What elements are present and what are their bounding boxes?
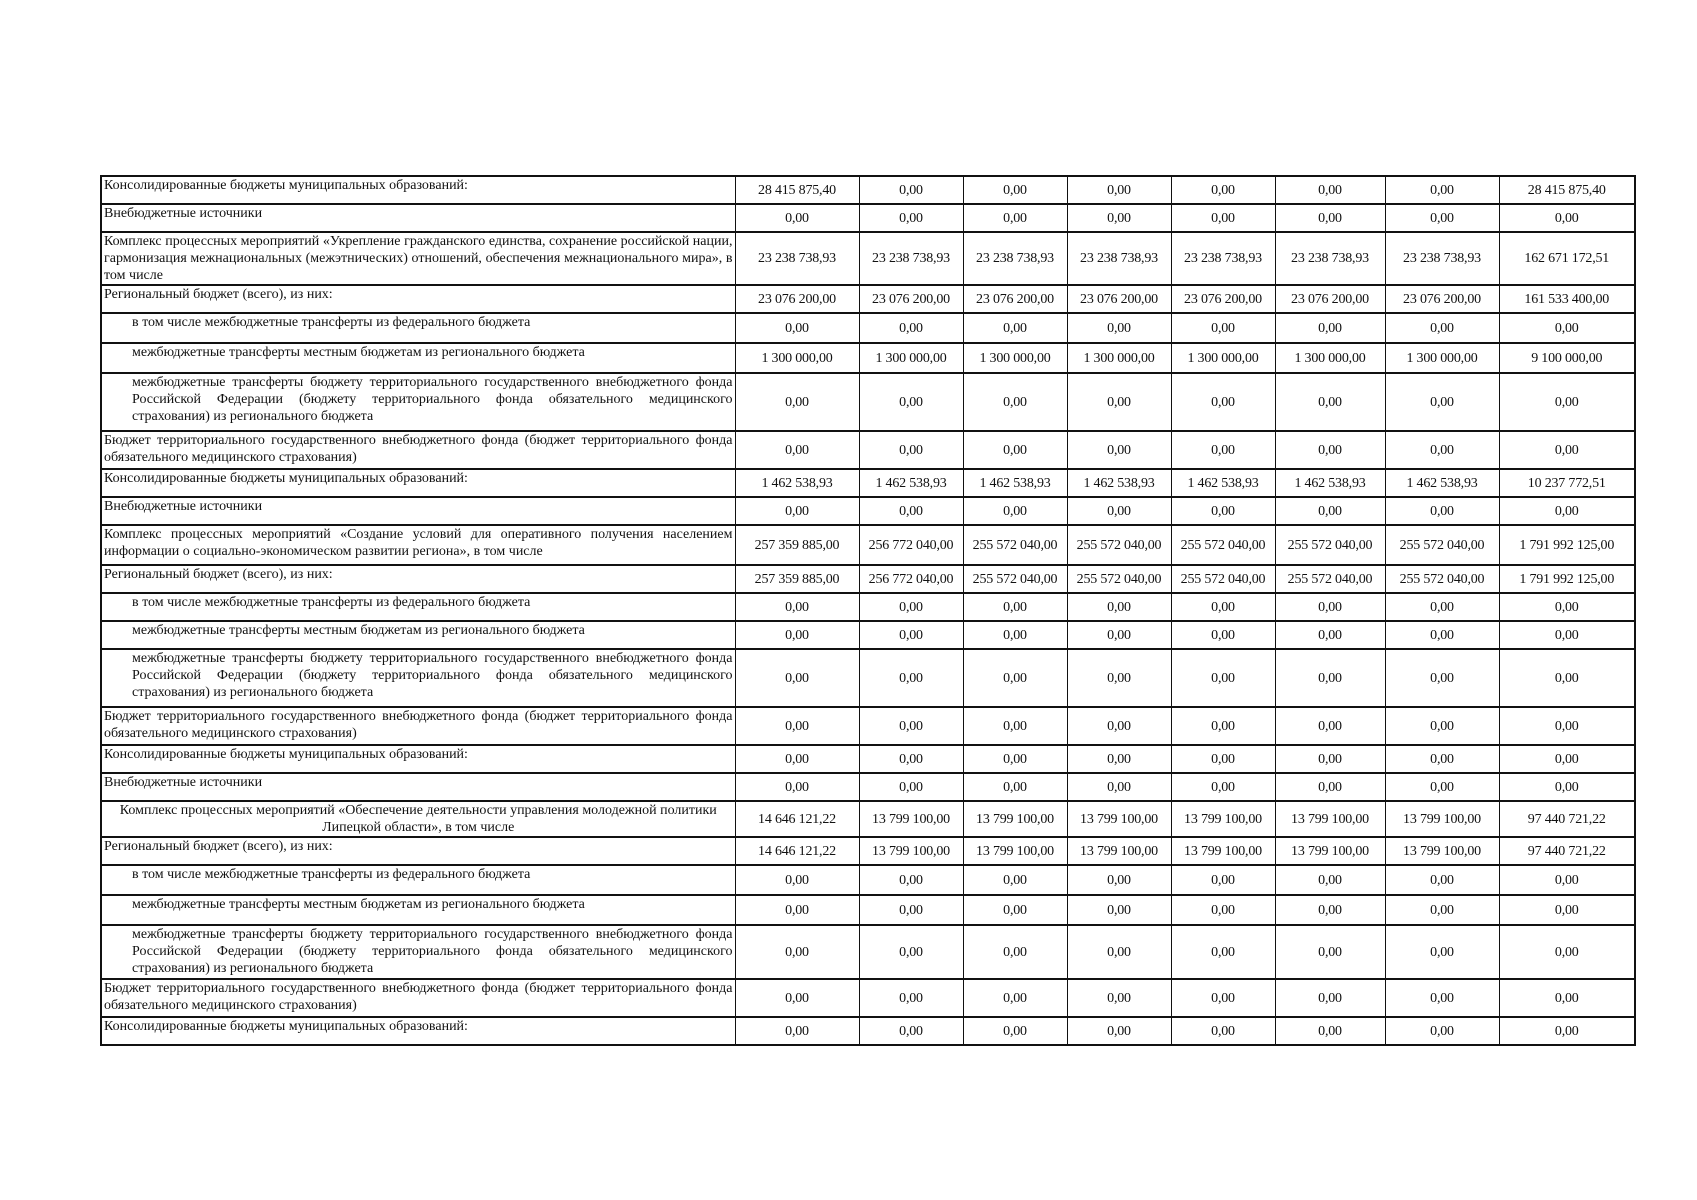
amount-cell: 0,00 [1385, 649, 1499, 707]
amount-cell: 1 462 538,93 [963, 469, 1067, 497]
amount-cell: 0,00 [1275, 593, 1385, 621]
amount-cell: 0,00 [735, 925, 859, 979]
amount-cell: 255 572 040,00 [963, 565, 1067, 593]
table-row [101, 707, 1635, 745]
amount-cell: 0,00 [859, 373, 963, 431]
amount-cell: 23 238 738,93 [735, 232, 859, 285]
amount-cell: 0,00 [1067, 176, 1171, 204]
amount-cell: 0,00 [963, 649, 1067, 707]
amount-cell: 0,00 [1275, 373, 1385, 431]
amount-cell: 0,00 [1275, 745, 1385, 773]
amount-cell: 23 076 200,00 [859, 285, 963, 313]
row-label: Комплекс процессных мероприятий «Обеспечение деятельности управления молодежной политики Липецкой области», в том числе [101, 801, 735, 837]
table-row [101, 565, 1635, 593]
total-cell: 97 440 721,22 [1499, 801, 1635, 837]
total-cell: 0,00 [1499, 1017, 1635, 1045]
amount-cell: 23 076 200,00 [963, 285, 1067, 313]
amount-cell: 0,00 [859, 707, 963, 745]
row-label: межбюджетные трансферты бюджету территориального государственного внебюджетного фонда Российской Федерации (бюджету территориального фонда обязательного медицинского страхования) из регионального бюджета [101, 373, 735, 431]
amount-cell: 255 572 040,00 [1067, 525, 1171, 565]
amount-cell: 1 300 000,00 [735, 343, 859, 373]
amount-cell: 0,00 [1171, 431, 1275, 469]
amount-cell: 0,00 [1275, 1017, 1385, 1045]
amount-cell: 0,00 [1067, 497, 1171, 525]
amount-cell: 1 462 538,93 [1275, 469, 1385, 497]
amount-cell: 255 572 040,00 [1275, 525, 1385, 565]
amount-cell: 13 799 100,00 [859, 801, 963, 837]
total-cell: 1 791 992 125,00 [1499, 565, 1635, 593]
table-row [101, 373, 1635, 431]
row-label: Консолидированные бюджеты муниципальных образований: [101, 176, 735, 204]
table-row [101, 621, 1635, 649]
amount-cell: 255 572 040,00 [1275, 565, 1385, 593]
amount-cell: 13 799 100,00 [963, 837, 1067, 865]
amount-cell: 0,00 [859, 925, 963, 979]
total-cell: 9 100 000,00 [1499, 343, 1635, 373]
amount-cell: 0,00 [1067, 1017, 1171, 1045]
amount-cell: 13 799 100,00 [1171, 837, 1275, 865]
amount-cell: 0,00 [735, 621, 859, 649]
amount-cell: 0,00 [735, 707, 859, 745]
amount-cell: 0,00 [735, 895, 859, 925]
total-cell: 0,00 [1499, 649, 1635, 707]
budget-table-body [101, 176, 1635, 1045]
row-label: Бюджет территориального государственного внебюджетного фонда (бюджет территориального фонда обязательного медицинского страхования) [101, 979, 735, 1017]
amount-cell: 0,00 [1067, 707, 1171, 745]
amount-cell: 0,00 [1171, 865, 1275, 895]
row-label: Региональный бюджет (всего), из них: [101, 565, 735, 593]
table-row [101, 525, 1635, 565]
amount-cell: 0,00 [1275, 979, 1385, 1017]
amount-cell: 0,00 [1385, 313, 1499, 343]
amount-cell: 0,00 [859, 865, 963, 895]
total-cell: 1 791 992 125,00 [1499, 525, 1635, 565]
amount-cell: 0,00 [1275, 313, 1385, 343]
amount-cell: 0,00 [963, 593, 1067, 621]
amount-cell: 0,00 [963, 176, 1067, 204]
amount-cell: 0,00 [735, 313, 859, 343]
amount-cell: 0,00 [1067, 925, 1171, 979]
amount-cell: 0,00 [1067, 773, 1171, 801]
amount-cell: 0,00 [1171, 649, 1275, 707]
row-label: Внебюджетные источники [101, 497, 735, 525]
table-row [101, 343, 1635, 373]
table-row [101, 204, 1635, 232]
amount-cell: 0,00 [859, 313, 963, 343]
amount-cell: 23 238 738,93 [1385, 232, 1499, 285]
amount-cell: 0,00 [1385, 593, 1499, 621]
amount-cell: 0,00 [1385, 1017, 1499, 1045]
amount-cell: 0,00 [1385, 745, 1499, 773]
amount-cell: 257 359 885,00 [735, 525, 859, 565]
amount-cell: 255 572 040,00 [1067, 565, 1171, 593]
amount-cell: 0,00 [1067, 649, 1171, 707]
amount-cell: 1 462 538,93 [1067, 469, 1171, 497]
total-cell: 10 237 772,51 [1499, 469, 1635, 497]
amount-cell: 0,00 [1067, 204, 1171, 232]
total-cell: 0,00 [1499, 313, 1635, 343]
table-row [101, 865, 1635, 895]
amount-cell: 23 238 738,93 [1275, 232, 1385, 285]
table-row [101, 745, 1635, 773]
total-cell: 28 415 875,40 [1499, 176, 1635, 204]
amount-cell: 1 300 000,00 [963, 343, 1067, 373]
total-cell: 0,00 [1499, 865, 1635, 895]
amount-cell: 0,00 [859, 431, 963, 469]
amount-cell: 0,00 [1385, 204, 1499, 232]
amount-cell: 0,00 [1171, 313, 1275, 343]
total-cell: 0,00 [1499, 204, 1635, 232]
amount-cell: 0,00 [963, 431, 1067, 469]
amount-cell: 13 799 100,00 [1275, 801, 1385, 837]
amount-cell: 23 238 738,93 [1067, 232, 1171, 285]
amount-cell: 0,00 [1275, 925, 1385, 979]
amount-cell: 255 572 040,00 [1171, 525, 1275, 565]
amount-cell: 0,00 [859, 176, 963, 204]
table-row [101, 801, 1635, 837]
row-label: Комплекс процессных мероприятий «Укрепление гражданского единства, сохранение российской нации, гармонизация межнациональных (межэтнических) отношений, обеспечения межнационального мира», в том числе [101, 232, 735, 285]
amount-cell: 0,00 [1275, 621, 1385, 649]
row-label: Бюджет территориального государственного внебюджетного фонда (бюджет территориального фонда обязательного медицинского страхования) [101, 707, 735, 745]
amount-cell: 0,00 [1171, 773, 1275, 801]
total-cell: 0,00 [1499, 925, 1635, 979]
amount-cell: 0,00 [859, 649, 963, 707]
amount-cell: 0,00 [859, 497, 963, 525]
table-row [101, 232, 1635, 285]
row-label: Консолидированные бюджеты муниципальных образований: [101, 469, 735, 497]
table-row [101, 313, 1635, 343]
amount-cell: 0,00 [859, 593, 963, 621]
amount-cell: 0,00 [735, 593, 859, 621]
budget-table [100, 175, 1636, 1046]
amount-cell: 0,00 [1171, 1017, 1275, 1045]
amount-cell: 255 572 040,00 [1385, 525, 1499, 565]
amount-cell: 0,00 [1385, 865, 1499, 895]
amount-cell: 0,00 [1275, 865, 1385, 895]
table-row [101, 837, 1635, 865]
amount-cell: 0,00 [963, 895, 1067, 925]
amount-cell: 0,00 [1385, 176, 1499, 204]
total-cell: 97 440 721,22 [1499, 837, 1635, 865]
amount-cell: 0,00 [1067, 313, 1171, 343]
total-cell: 0,00 [1499, 895, 1635, 925]
amount-cell: 23 076 200,00 [1275, 285, 1385, 313]
row-label: Консолидированные бюджеты муниципальных образований: [101, 1017, 735, 1045]
row-label: межбюджетные трансферты бюджету территориального государственного внебюджетного фонда Российской Федерации (бюджету территориального фонда обязательного медицинского страхования) из регионального бюджета [101, 925, 735, 979]
amount-cell: 1 300 000,00 [1385, 343, 1499, 373]
total-cell: 0,00 [1499, 979, 1635, 1017]
amount-cell: 0,00 [735, 745, 859, 773]
amount-cell: 0,00 [1275, 497, 1385, 525]
table-row [101, 176, 1635, 204]
row-label: Консолидированные бюджеты муниципальных образований: [101, 745, 735, 773]
row-label: Комплекс процессных мероприятий «Создание условий для оперативного получения населением информации о социально-экономическом развитии региона», в том числе [101, 525, 735, 565]
amount-cell: 0,00 [1385, 497, 1499, 525]
amount-cell: 0,00 [735, 649, 859, 707]
table-row [101, 431, 1635, 469]
amount-cell: 0,00 [735, 865, 859, 895]
amount-cell: 23 238 738,93 [859, 232, 963, 285]
row-label: в том числе межбюджетные трансферты из федерального бюджета [101, 313, 735, 343]
amount-cell: 0,00 [859, 979, 963, 1017]
amount-cell: 0,00 [1171, 925, 1275, 979]
amount-cell: 23 076 200,00 [1171, 285, 1275, 313]
amount-cell: 13 799 100,00 [859, 837, 963, 865]
amount-cell: 0,00 [859, 621, 963, 649]
amount-cell: 0,00 [1171, 497, 1275, 525]
amount-cell: 0,00 [1385, 621, 1499, 649]
amount-cell: 0,00 [963, 745, 1067, 773]
amount-cell: 0,00 [1385, 895, 1499, 925]
amount-cell: 0,00 [1067, 865, 1171, 895]
amount-cell: 13 799 100,00 [1067, 801, 1171, 837]
table-row [101, 497, 1635, 525]
total-cell: 161 533 400,00 [1499, 285, 1635, 313]
amount-cell: 14 646 121,22 [735, 801, 859, 837]
amount-cell: 23 238 738,93 [963, 232, 1067, 285]
table-row [101, 469, 1635, 497]
amount-cell: 13 799 100,00 [1275, 837, 1385, 865]
table-row [101, 649, 1635, 707]
row-label: межбюджетные трансферты местным бюджетам из регионального бюджета [101, 895, 735, 925]
row-label: Региональный бюджет (всего), из них: [101, 837, 735, 865]
amount-cell: 0,00 [1275, 431, 1385, 469]
amount-cell: 0,00 [963, 865, 1067, 895]
amount-cell: 1 462 538,93 [1385, 469, 1499, 497]
amount-cell: 1 462 538,93 [735, 469, 859, 497]
amount-cell: 0,00 [1275, 204, 1385, 232]
table-row [101, 895, 1635, 925]
amount-cell: 13 799 100,00 [963, 801, 1067, 837]
amount-cell: 1 462 538,93 [1171, 469, 1275, 497]
total-cell: 0,00 [1499, 497, 1635, 525]
amount-cell: 0,00 [963, 373, 1067, 431]
amount-cell: 0,00 [1275, 176, 1385, 204]
amount-cell: 255 572 040,00 [1171, 565, 1275, 593]
amount-cell: 0,00 [1385, 979, 1499, 1017]
amount-cell: 0,00 [1171, 979, 1275, 1017]
amount-cell: 1 300 000,00 [1067, 343, 1171, 373]
amount-cell: 23 076 200,00 [1067, 285, 1171, 313]
amount-cell: 0,00 [963, 707, 1067, 745]
total-cell: 162 671 172,51 [1499, 232, 1635, 285]
amount-cell: 0,00 [1385, 707, 1499, 745]
amount-cell: 1 300 000,00 [1171, 343, 1275, 373]
amount-cell: 0,00 [1385, 373, 1499, 431]
amount-cell: 257 359 885,00 [735, 565, 859, 593]
amount-cell: 0,00 [963, 204, 1067, 232]
amount-cell: 0,00 [1171, 707, 1275, 745]
amount-cell: 0,00 [1067, 895, 1171, 925]
amount-cell: 0,00 [963, 621, 1067, 649]
row-label: Бюджет территориального государственного внебюджетного фонда (бюджет территориального фонда обязательного медицинского страхования) [101, 431, 735, 469]
table-row [101, 979, 1635, 1017]
amount-cell: 0,00 [963, 979, 1067, 1017]
amount-cell: 0,00 [1275, 649, 1385, 707]
amount-cell: 13 799 100,00 [1385, 801, 1499, 837]
row-label: Внебюджетные источники [101, 773, 735, 801]
amount-cell: 0,00 [1385, 773, 1499, 801]
table-row [101, 773, 1635, 801]
amount-cell: 0,00 [1385, 925, 1499, 979]
amount-cell: 0,00 [1275, 707, 1385, 745]
amount-cell: 0,00 [1067, 593, 1171, 621]
amount-cell: 13 799 100,00 [1171, 801, 1275, 837]
amount-cell: 0,00 [735, 373, 859, 431]
amount-cell: 1 300 000,00 [1275, 343, 1385, 373]
row-label: межбюджетные трансферты местным бюджетам из регионального бюджета [101, 343, 735, 373]
amount-cell: 256 772 040,00 [859, 565, 963, 593]
amount-cell: 0,00 [1067, 979, 1171, 1017]
row-label: межбюджетные трансферты бюджету территориального государственного внебюджетного фонда Российской Федерации (бюджету территориального фонда обязательного медицинского страхования) из регионального бюджета [101, 649, 735, 707]
total-cell: 0,00 [1499, 621, 1635, 649]
amount-cell: 0,00 [1275, 895, 1385, 925]
amount-cell: 0,00 [1067, 745, 1171, 773]
amount-cell: 14 646 121,22 [735, 837, 859, 865]
table-row [101, 925, 1635, 979]
amount-cell: 0,00 [963, 497, 1067, 525]
amount-cell: 28 415 875,40 [735, 176, 859, 204]
amount-cell: 23 076 200,00 [735, 285, 859, 313]
amount-cell: 0,00 [859, 745, 963, 773]
amount-cell: 0,00 [1171, 895, 1275, 925]
amount-cell: 0,00 [859, 773, 963, 801]
amount-cell: 0,00 [963, 925, 1067, 979]
amount-cell: 0,00 [735, 497, 859, 525]
amount-cell: 0,00 [1171, 593, 1275, 621]
amount-cell: 23 238 738,93 [1171, 232, 1275, 285]
row-label: Внебюджетные источники [101, 204, 735, 232]
amount-cell: 23 076 200,00 [1385, 285, 1499, 313]
amount-cell: 0,00 [1171, 176, 1275, 204]
amount-cell: 255 572 040,00 [1385, 565, 1499, 593]
amount-cell: 0,00 [1171, 373, 1275, 431]
total-cell: 0,00 [1499, 593, 1635, 621]
amount-cell: 256 772 040,00 [859, 525, 963, 565]
amount-cell: 0,00 [735, 204, 859, 232]
amount-cell: 1 462 538,93 [859, 469, 963, 497]
amount-cell: 0,00 [735, 773, 859, 801]
table-row [101, 1017, 1635, 1045]
amount-cell: 255 572 040,00 [963, 525, 1067, 565]
total-cell: 0,00 [1499, 707, 1635, 745]
amount-cell: 13 799 100,00 [1067, 837, 1171, 865]
amount-cell: 0,00 [963, 1017, 1067, 1045]
total-cell: 0,00 [1499, 431, 1635, 469]
amount-cell: 0,00 [735, 979, 859, 1017]
amount-cell: 0,00 [735, 431, 859, 469]
table-row [101, 285, 1635, 313]
row-label: межбюджетные трансферты местным бюджетам из регионального бюджета [101, 621, 735, 649]
table-row [101, 593, 1635, 621]
amount-cell: 0,00 [859, 895, 963, 925]
row-label: в том числе межбюджетные трансферты из федерального бюджета [101, 865, 735, 895]
total-cell: 0,00 [1499, 373, 1635, 431]
amount-cell: 0,00 [735, 1017, 859, 1045]
amount-cell: 0,00 [963, 773, 1067, 801]
amount-cell: 13 799 100,00 [1385, 837, 1499, 865]
total-cell: 0,00 [1499, 773, 1635, 801]
amount-cell: 0,00 [963, 313, 1067, 343]
amount-cell: 0,00 [1275, 773, 1385, 801]
row-label: в том числе межбюджетные трансферты из федерального бюджета [101, 593, 735, 621]
row-label: Региональный бюджет (всего), из них: [101, 285, 735, 313]
amount-cell: 0,00 [1067, 621, 1171, 649]
total-cell: 0,00 [1499, 745, 1635, 773]
amount-cell: 0,00 [1171, 621, 1275, 649]
amount-cell: 0,00 [1171, 745, 1275, 773]
amount-cell: 1 300 000,00 [859, 343, 963, 373]
amount-cell: 0,00 [859, 204, 963, 232]
amount-cell: 0,00 [1171, 204, 1275, 232]
amount-cell: 0,00 [1067, 373, 1171, 431]
amount-cell: 0,00 [1067, 431, 1171, 469]
amount-cell: 0,00 [1385, 431, 1499, 469]
amount-cell: 0,00 [859, 1017, 963, 1045]
